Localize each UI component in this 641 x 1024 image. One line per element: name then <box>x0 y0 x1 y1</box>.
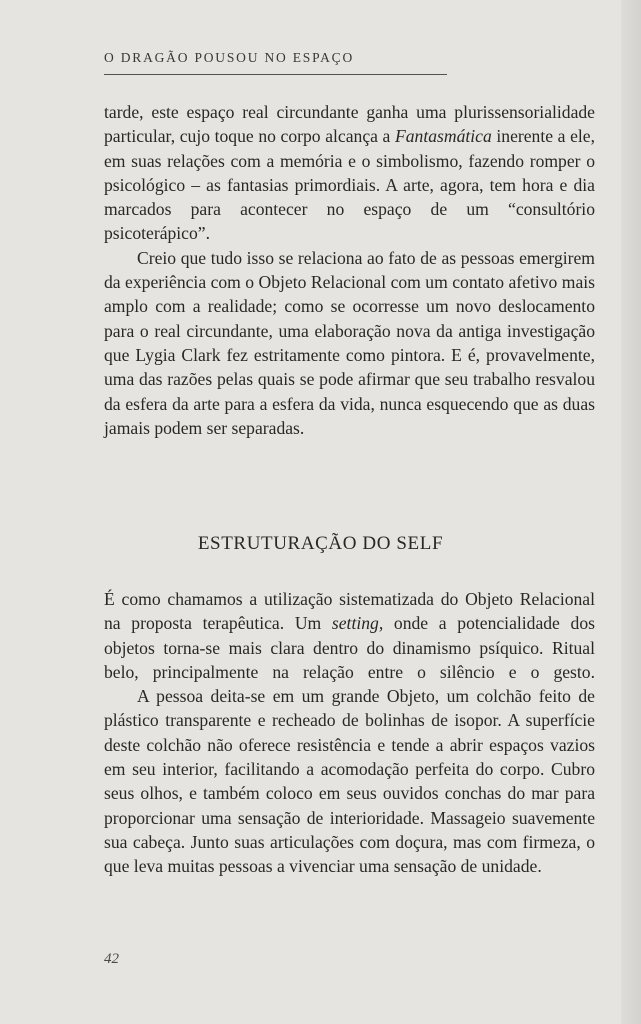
section-paragraph-1-italic: setting, <box>331 613 384 634</box>
body-text-bottom <box>104 587 595 879</box>
section-paragraph-1-end: onde a potencialidade dos objetos torna-se mais clara dentro do dinamismo psíquico. Ritual belo, principalmente na relação entre o silêncio e o gesto. <box>104 613 595 682</box>
page-number: 42 <box>104 951 119 967</box>
page-gutter <box>621 0 641 1024</box>
body-text-top <box>104 100 595 440</box>
paragraph-1-end: inerente a ele, em suas relações com a memória e o simbolismo, fazendo romper o psicológico – as fantasias primordiais. A arte, agora, tem hora e dia marcados para acontecer no espaço de um “consultório psicoterápico”. <box>104 126 595 244</box>
section-paragraph-2: A pessoa deita-se em um grande Objeto, um colchão feito de plástico transparente e recheado de bolinhas de isopor. A superfície deste colchão não oferece resistência e tende a abrir espaços vazios em seu interior, facilitando a acomodação perfeita do corpo. Cubro seus olhos, e também coloco em seus ouvidos conchas do mar para proporcionar uma sensação de interioridade. Massageio suavemente sua cabeça. Junto suas articulações com doçura, mas com firmeza, o que leva muitas pessoas a vivenciar uma sensação de unidade. <box>104 686 595 877</box>
paragraph-2: Creio que tudo isso se relaciona ao fato de as pessoas emergirem da experiência com o Objeto Relacional com um contato afetivo mais amplo com a realidade; como se ocorresse um novo deslocamento para o real circundante, uma elaboração nova da antiga investigação que Lygia Clark fez estritamente como pintora. E é, provavelmente, uma das razões pelas quais se pode afirmar que seu trabalho resvalou da esfera da arte para a esfera da vida, nunca esquecendo que as duas jamais podem ser separadas. <box>104 247 595 438</box>
header-rule <box>104 74 447 75</box>
paragraph-1-italic: Fantasmática <box>395 126 492 147</box>
running-head: O DRAGÃO POUSOU NO ESPAÇO <box>104 50 355 65</box>
section-paragraph-1 <box>104 587 595 684</box>
paragraph-1-start: tarde, este espaço real circundante ganha uma plurissensorialidade particular, cujo toque no corpo alcança a <box>104 102 595 147</box>
paragraph-1 <box>104 100 595 246</box>
section-paragraph-1-start: É como chamamos a utilização sistematizada do Objeto Relacional na proposta terapêutica. Um <box>104 589 595 634</box>
section-title: ESTRUTURAÇÃO DO SELF <box>197 533 444 554</box>
